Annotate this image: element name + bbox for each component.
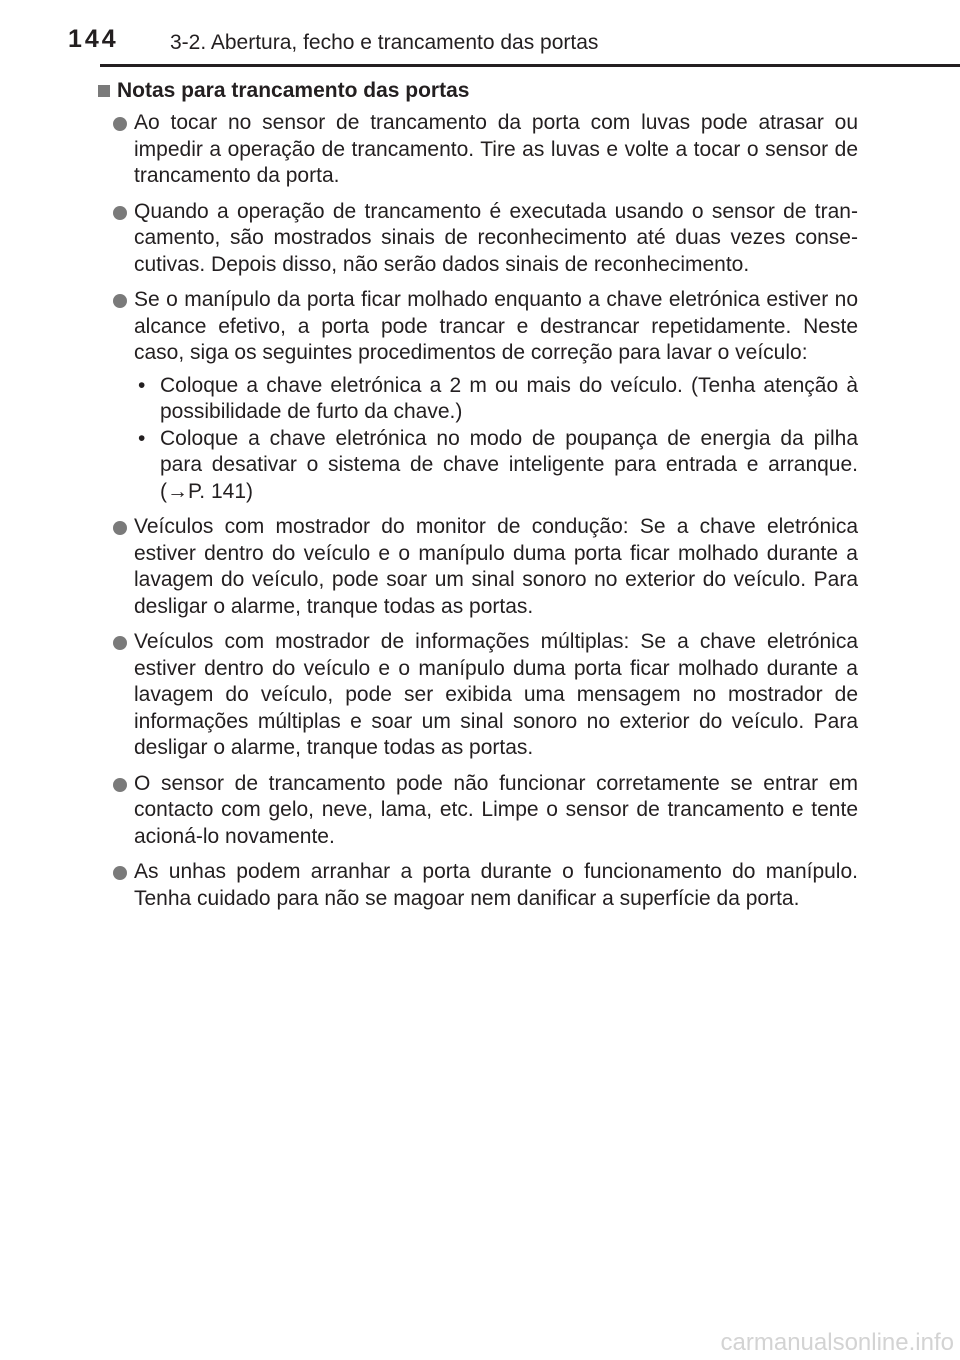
list-item — [98, 514, 858, 620]
circle-bullet-icon — [113, 294, 127, 308]
notes-section — [98, 78, 858, 921]
list-item-text: As unhas podem arranhar a porta durante o funcionamento do manípulo. Tenha cuidado para não se magoar nem danificar a superfície da porta. — [134, 860, 858, 910]
header-divider — [100, 64, 960, 67]
circle-bullet-icon — [113, 866, 127, 880]
list-item-text: Se o manípulo da porta ficar molhado enquanto a chave eletrónica estiver no alcance efetivo, a porta pode trancar e destrancar repetidamente. Neste caso, siga os seguintes procedimentos de correção para lavar o veículo: — [134, 288, 858, 364]
list-item — [98, 287, 858, 367]
list-item — [98, 771, 858, 851]
list-item — [98, 859, 858, 912]
square-bullet-icon — [98, 85, 110, 97]
list-item-text: Veículos com mostrador do monitor de condução: Se a chave eletrónica estiver dentro do veículo e o manípulo duma porta ficar molhado durante a lavagem do veículo, pode soar um sinal sonoro no exterior do veículo. Para desligar o alarme, tranque todas as portas. — [134, 515, 858, 618]
watermark: carmanualsonline.info — [720, 1329, 954, 1356]
page-header — [0, 0, 960, 66]
sub-list-item-text: Coloque a chave eletrónica a 2 m ou mais do veículo. (Tenha atenção à possibilidade de furto da chave.) — [160, 373, 858, 423]
section-heading-text: Notas para trancamento das portas — [117, 79, 470, 102]
sub-list-item — [134, 426, 858, 506]
dot-bullet-icon: • — [138, 426, 146, 450]
circle-bullet-icon — [113, 206, 127, 220]
circle-bullet-icon — [113, 117, 127, 131]
sub-list-item — [134, 373, 858, 426]
page-number: 144 — [68, 25, 119, 53]
chapter-title: 3-2. Abertura, fecho e trancamento das portas — [170, 31, 599, 54]
list-item-text: O sensor de trancamento pode não funcionar corretamente se entrar em contacto com gelo, neve, lama, etc. Limpe o sensor de trancamento e tente acioná-lo novamente. — [134, 771, 858, 848]
procedure-sub-list — [134, 373, 858, 506]
circle-bullet-icon — [113, 778, 127, 792]
circle-bullet-icon — [113, 636, 127, 650]
sub-list-item-text: Coloque a chave eletrónica no modo de poupança de energia da pilha para desativar o sistema de chave inteligente para entrada e arranque. (→P. 141) — [160, 426, 858, 503]
list-item — [98, 199, 858, 279]
section-heading — [98, 78, 858, 104]
dot-bullet-icon: • — [138, 373, 146, 397]
list-item-text: Quando a operação de trancamento é executada usando o sensor de trancamento, são mostrados sinais de reconhecimento até duas vezes consecutivas. Depois disso, não serão dados sinais de reconhecimento. — [134, 199, 858, 276]
circle-bullet-icon — [113, 521, 127, 535]
list-item-text: Veículos com mostrador de informações múltiplas: Se a chave eletrónica estiver dentro do veículo e o manípulo duma porta ficar molhado durante a lavagem do veículo, pode ser exibida uma mensagem no mostrador de informações múltiplas e soar um sinal sonoro no exterior do veículo. Para desligar o alarme, tranque todas as portas. — [134, 630, 858, 759]
list-item-text: Ao tocar no sensor de trancamento da porta com luvas pode atrasar ou impedir a operação de trancamento. Tire as luvas e volte a tocar o sensor de trancamento da porta. — [134, 111, 858, 187]
list-item — [98, 110, 858, 190]
list-item — [98, 629, 858, 762]
